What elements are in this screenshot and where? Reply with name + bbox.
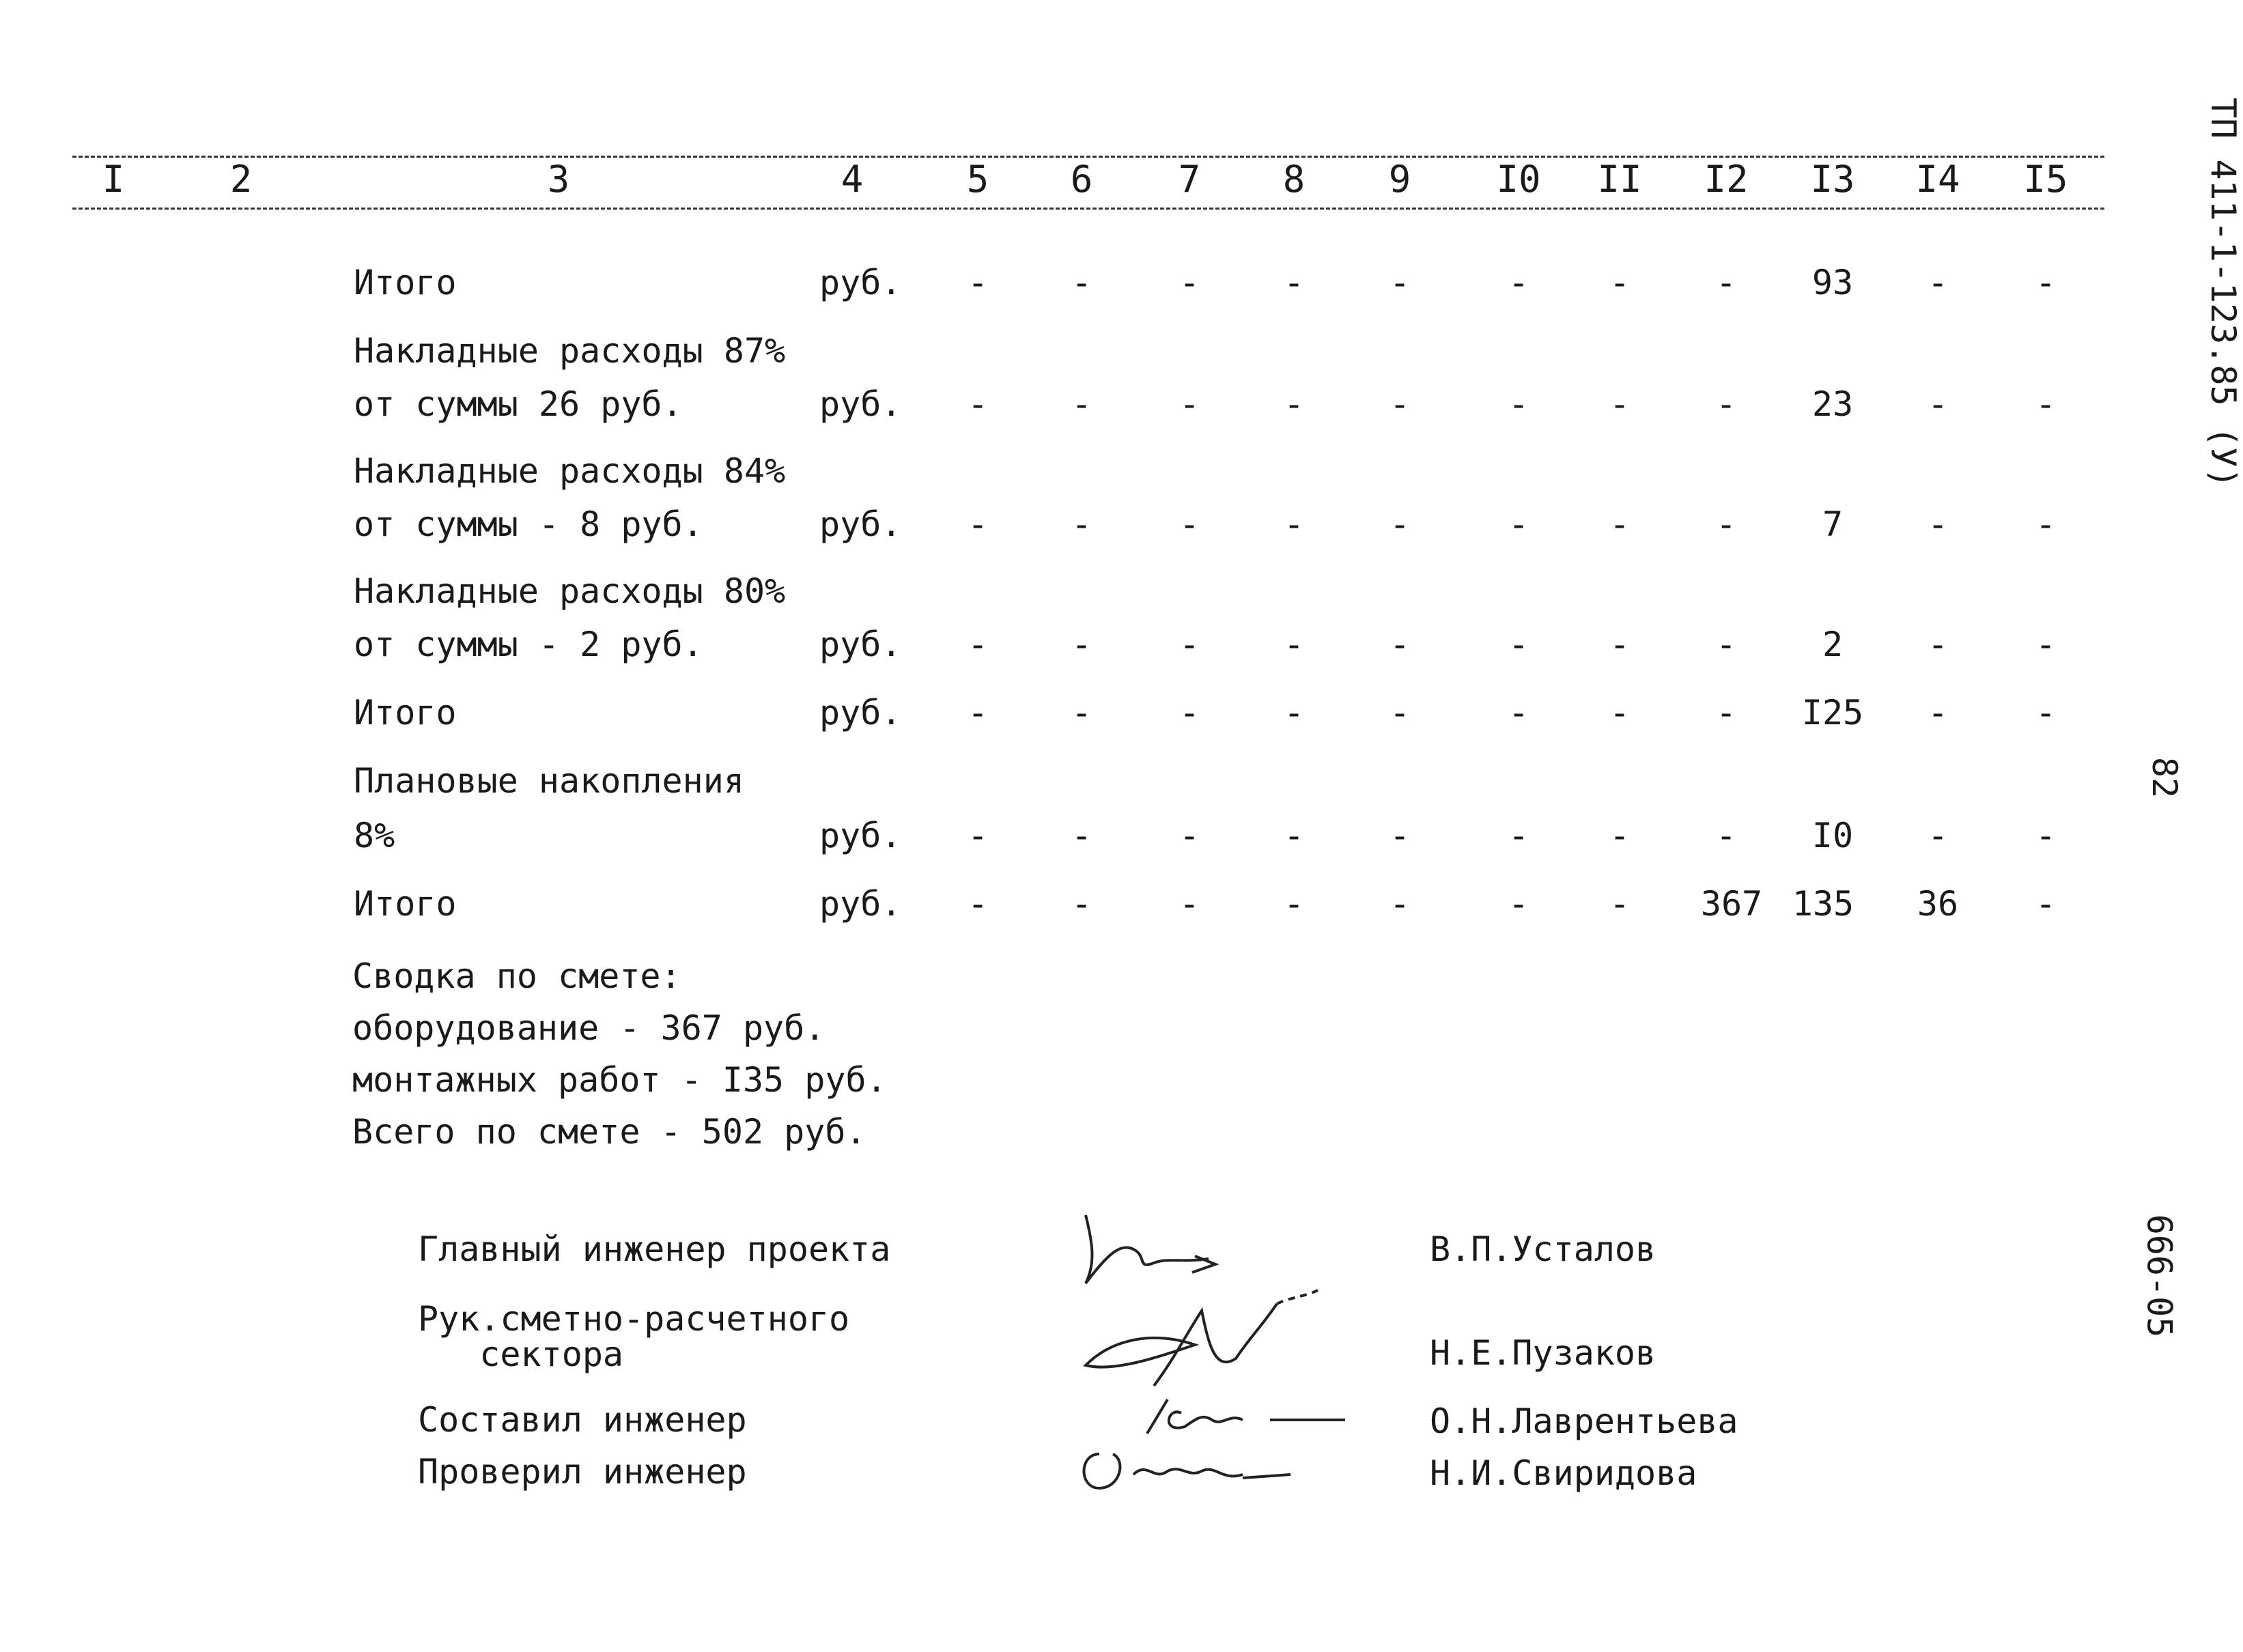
- row-value: -: [1927, 816, 1949, 855]
- signer-role: Главный инженер проекта: [418, 1229, 891, 1269]
- row-value: -: [1179, 263, 1200, 302]
- column-number: I2: [1704, 158, 1749, 201]
- row-value: -: [1389, 504, 1411, 544]
- row-value: -: [2035, 816, 2057, 855]
- row-label: 8%: [354, 816, 395, 855]
- row-value: -: [1179, 384, 1200, 424]
- row-value: -: [1179, 884, 1200, 924]
- row-value: -: [1283, 884, 1305, 924]
- row-value: -: [1609, 504, 1631, 544]
- row-value: -: [967, 625, 989, 664]
- column-number: I: [102, 158, 125, 201]
- row-value: 135: [1792, 884, 1854, 924]
- table-header-bottom-rule: [72, 208, 2104, 210]
- archive-number: 666-05: [2139, 1214, 2179, 1338]
- row-value: -: [1927, 504, 1949, 544]
- column-number: 6: [1070, 158, 1093, 201]
- row-unit: руб.: [819, 625, 902, 664]
- row-value: 367: [1700, 884, 1763, 924]
- row-label: Итого: [354, 693, 457, 732]
- document-code: ТП 411-1-123.85 (У): [2203, 98, 2243, 488]
- row-value: -: [1609, 884, 1631, 924]
- row-value: -: [1715, 504, 1737, 544]
- row-unit: руб.: [819, 816, 902, 855]
- row-value: -: [1179, 816, 1200, 855]
- row-value: -: [1927, 384, 1949, 424]
- signer-name: Н.Е.Пузаков: [1430, 1333, 1656, 1373]
- row-value: -: [1508, 384, 1529, 424]
- column-number: 3: [547, 158, 570, 201]
- row-value: -: [1715, 263, 1737, 302]
- column-number: I5: [2023, 158, 2068, 201]
- row-label: от суммы - 2 руб.: [354, 625, 703, 664]
- row-value: I0: [1811, 816, 1854, 855]
- row-label: Плановые накопления: [354, 761, 744, 801]
- row-value: -: [1389, 884, 1411, 924]
- row-value: -: [2035, 504, 2057, 544]
- row-value: -: [1389, 816, 1411, 855]
- row-value: -: [1927, 263, 1949, 302]
- row-value: 2: [1822, 625, 1844, 664]
- row-value: -: [1508, 263, 1529, 302]
- row-value: -: [1508, 816, 1529, 855]
- row-value: 23: [1811, 384, 1854, 424]
- summary-equipment: оборудование - 367 руб.: [352, 1008, 826, 1048]
- column-number: 4: [841, 158, 864, 201]
- column-number: I3: [1810, 158, 1855, 201]
- row-value: -: [1071, 625, 1092, 664]
- row-unit: руб.: [819, 263, 902, 302]
- row-value: -: [1389, 625, 1411, 664]
- row-value: -: [1071, 263, 1092, 302]
- row-value: -: [1283, 263, 1305, 302]
- row-value: -: [1283, 504, 1305, 544]
- row-value: -: [967, 884, 989, 924]
- column-number: 9: [1388, 158, 1411, 201]
- row-value: -: [1283, 625, 1305, 664]
- column-number: II: [1597, 158, 1642, 201]
- column-number: 5: [966, 158, 989, 201]
- row-value: -: [1179, 504, 1200, 544]
- estimate-summary: [352, 950, 887, 1158]
- row-value: 93: [1811, 263, 1854, 302]
- row-value: -: [1609, 816, 1631, 855]
- row-value: -: [1071, 884, 1092, 924]
- row-value: -: [1715, 693, 1737, 732]
- row-value: -: [1609, 263, 1631, 302]
- row-value: -: [967, 504, 989, 544]
- row-value: -: [1715, 816, 1737, 855]
- row-label: Накладные расходы 80%: [354, 571, 786, 611]
- summary-title: Сводка по смете:: [352, 956, 681, 996]
- column-number: 8: [1282, 158, 1306, 201]
- column-number: 7: [1178, 158, 1201, 201]
- signer-name: В.П.Усталов: [1430, 1229, 1656, 1269]
- signer-role: Рук.сметно-расчетного сектора: [418, 1299, 850, 1374]
- row-value: -: [1715, 384, 1737, 424]
- row-value: -: [2035, 384, 2057, 424]
- row-label: от суммы 26 руб.: [354, 384, 683, 424]
- row-value: -: [1715, 625, 1737, 664]
- row-value: -: [1508, 625, 1529, 664]
- handwritten-signature: [1072, 1440, 1304, 1495]
- signer-name: Н.И.Свиридова: [1430, 1453, 1697, 1493]
- row-value: -: [2035, 884, 2057, 924]
- row-label: Итого: [354, 884, 457, 924]
- row-value: -: [1927, 693, 1949, 732]
- row-value: 7: [1822, 504, 1844, 544]
- row-value: -: [1508, 884, 1529, 924]
- signer-role: Составил инженер: [418, 1400, 747, 1440]
- row-value: -: [1283, 384, 1305, 424]
- row-label: Накладные расходы 84%: [354, 451, 786, 491]
- row-value: 36: [1917, 884, 1959, 924]
- row-unit: руб.: [819, 693, 902, 732]
- column-number: I4: [1915, 158, 1960, 201]
- row-value: -: [1283, 816, 1305, 855]
- row-value: -: [1071, 693, 1092, 732]
- row-value: -: [1508, 693, 1529, 732]
- page-number: 82: [2145, 756, 2185, 799]
- row-value: I25: [1801, 693, 1864, 732]
- row-value: -: [1283, 693, 1305, 732]
- row-value: -: [967, 384, 989, 424]
- summary-installation: монтажных работ - I35 руб.: [352, 1060, 887, 1100]
- row-value: -: [1179, 693, 1200, 732]
- signer-name: О.Н.Лаврентьева: [1430, 1401, 1738, 1441]
- row-value: -: [967, 263, 989, 302]
- row-value: -: [1389, 384, 1411, 424]
- row-value: -: [2035, 693, 2057, 732]
- row-value: -: [1389, 263, 1411, 302]
- handwritten-signature: [1072, 1201, 1236, 1297]
- handwritten-signature: [1120, 1393, 1366, 1440]
- column-number: 2: [229, 158, 253, 201]
- row-unit: руб.: [819, 384, 902, 424]
- row-value: -: [1071, 384, 1092, 424]
- row-value: -: [1389, 693, 1411, 732]
- row-value: -: [1071, 816, 1092, 855]
- row-value: -: [1609, 693, 1631, 732]
- row-label: от суммы - 8 руб.: [354, 504, 703, 544]
- row-value: -: [1071, 504, 1092, 544]
- row-value: -: [2035, 263, 2057, 302]
- row-value: -: [1609, 384, 1631, 424]
- row-unit: руб.: [819, 504, 902, 544]
- row-unit: руб.: [819, 884, 902, 924]
- row-value: -: [1179, 625, 1200, 664]
- row-value: -: [2035, 625, 2057, 664]
- row-value: -: [967, 693, 989, 732]
- row-value: -: [1508, 504, 1529, 544]
- summary-total: Всего по смете - 502 руб.: [352, 1112, 866, 1152]
- signer-role: Проверил инженер: [418, 1452, 747, 1492]
- row-label: Накладные расходы 87%: [354, 331, 786, 371]
- row-value: -: [1927, 625, 1949, 664]
- column-number: I0: [1496, 158, 1541, 201]
- row-value: -: [967, 816, 989, 855]
- row-label: Итого: [354, 263, 457, 302]
- row-value: -: [1609, 625, 1631, 664]
